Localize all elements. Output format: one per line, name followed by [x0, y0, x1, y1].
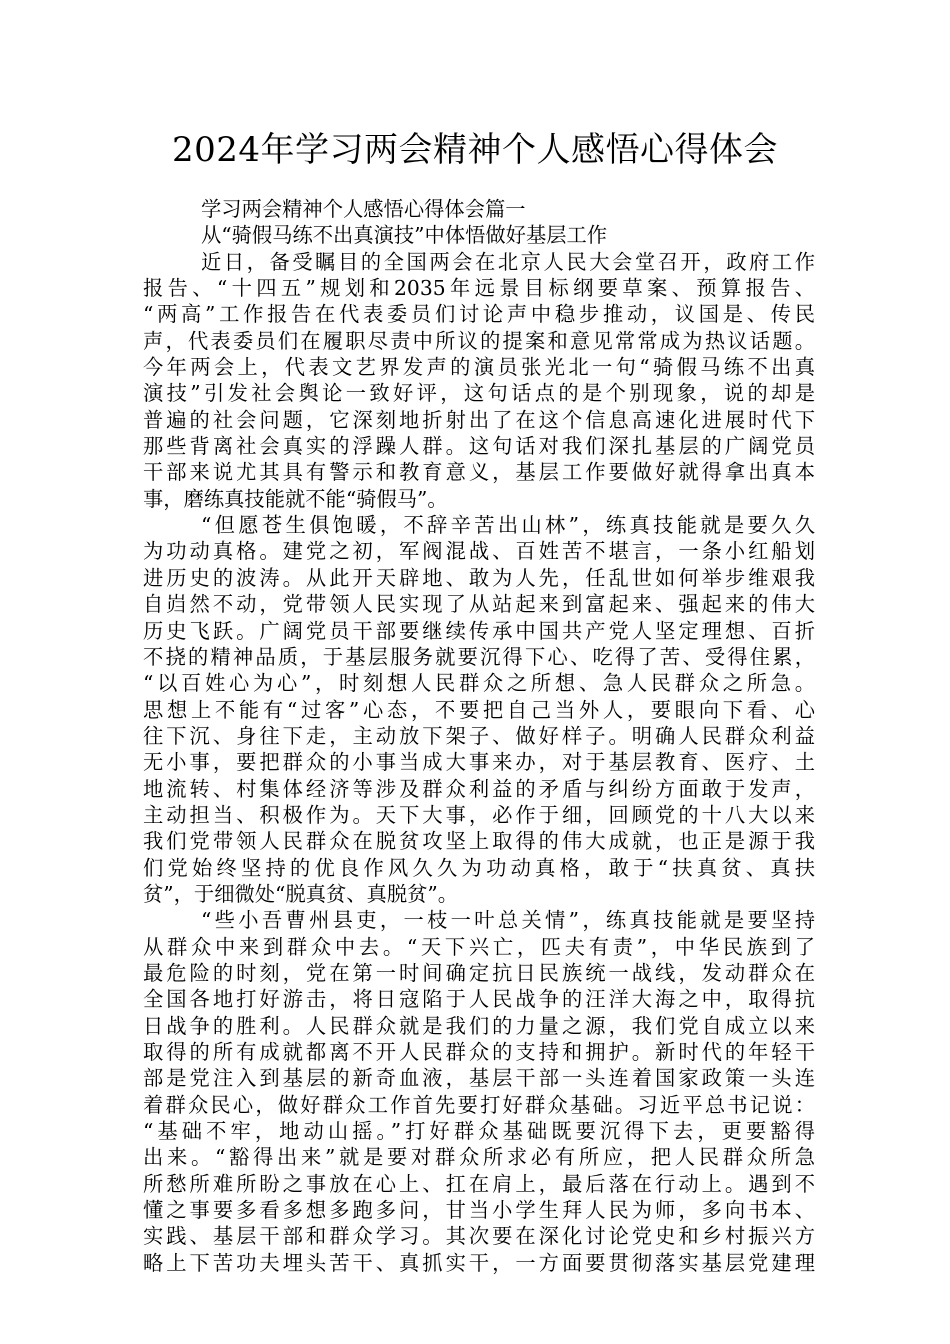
text-line: 所愁所难所盼之事放在心上、扛在肩上，最后落在行动上。遇到不	[143, 1171, 815, 1196]
document-body	[143, 196, 815, 1276]
text-line: 近日，备受瞩目的全国两会在北京人民大会堂召开，政府工作	[201, 249, 815, 274]
text-line: 演技”引发社会舆论一致好评，这句话点的是个别现象，说的却是	[143, 381, 815, 406]
text-line: 略上下苦功夫埋头苦干、真抓实干，一方面要贯彻落实基层党建理	[143, 1250, 815, 1275]
text-line: 从群众中来到群众中去。“天下兴亡，匹夫有责”，中华民族到了	[143, 934, 815, 959]
text-line: 声，代表委员们在履职尽责中所议的提案和意见常常成为热议话题。	[143, 328, 815, 353]
text-line: “两高”工作报告在代表委员们讨论声中稳步推动，议国是、传民	[143, 302, 815, 327]
text-line: 着群众民心，做好群众工作首先要打好群众基础。习近平总书记说：	[143, 1092, 815, 1117]
text-line: 地流转、村集体经济等涉及群众利益的矛盾与纠纷方面敢于发声，	[143, 776, 815, 801]
text-line: 进历史的波涛。从此开天辟地、敢为人先，任乱世如何举步维艰我	[143, 565, 815, 590]
text-line: 贫”，于细微处“脱真贫、真脱贫”。	[143, 881, 459, 906]
text-line: 不挠的精神品质，于基层服务就要沉得下心、吃得了苦、受得住累，	[143, 644, 815, 669]
text-line: “但愿苍生俱饱暖，不辞辛苦出山林”，练真技能就是要久久	[201, 513, 815, 538]
text-line: 自岿然不动，党带领人民实现了从站起来到富起来、强起来的伟大	[143, 592, 815, 617]
text-line: 事，磨练真技能就不能“骑假马”。	[143, 486, 448, 511]
text-line: 普遍的社会问题，它深刻地折射出了在这个信息高速化进展时代下	[143, 407, 815, 432]
text-line: “些小吾曹州县吏，一枝一叶总关情”，练真技能就是要坚持	[201, 908, 815, 933]
text-line: 思想上不能有“过客”心态，不要把自己当外人，要眼向下看、心	[143, 697, 815, 722]
text-line: 最危险的时刻，党在第一时间确定抗日民族统一战线，发动群众在	[143, 960, 815, 985]
text-line: 从“骑假马练不出真演技”中体悟做好基层工作	[201, 223, 608, 248]
text-line: 学习两会精神个人感悟心得体会篇一	[201, 197, 526, 221]
text-line: 们党始终坚持的优良作风久久为功动真格，敢于“扶真贫、真扶	[143, 855, 815, 880]
text-line: 日战争的胜利。人民群众就是我们的力量之源，我们党自成立以来	[143, 1013, 815, 1038]
text-line: 那些背离社会真实的浮躁人群。这句话对我们深扎基层的广阔党员	[143, 434, 815, 459]
document-title: 2024年学习两会精神个人感悟心得体会	[171, 130, 779, 170]
text-line: 无小事，要把群众的小事当成大事来办，对于基层教育、医疗、土	[143, 750, 815, 775]
text-line: “以百姓心为心”，时刻想人民群众之所想、急人民群众之所急。	[143, 671, 815, 696]
text-line: 部是党注入到基层的新奇血液，基层干部一头连着国家政策一头连	[143, 1066, 815, 1091]
text-line: 历史飞跃。广阔党员干部要继续传承中国共产党人坚定理想、百折	[143, 618, 815, 643]
text-line: 出来。“豁得出来”就是要对群众所求必有所应，把人民群众所急	[143, 1145, 815, 1170]
text-line: 实践、基层干部和群众学习。其次要在深化讨论党史和乡村振兴方	[143, 1224, 815, 1249]
text-line: 我们党带领人民群众在脱贫攻坚上取得的伟大成就，也正是源于我	[143, 829, 815, 854]
text-line: 报告、“十四五”规划和2035年远景目标纲要草案、预算报告、	[143, 276, 815, 301]
text-line: 干部来说尤其具有警示和教育意义，基层工作要做好就得拿出真本	[143, 460, 815, 485]
text-line: 全国各地打好游击，将日寇陷于人民战争的汪洋大海之中，取得抗	[143, 987, 815, 1012]
text-line: 懂之事要多看多想多跑多问，甘当小学生拜人民为师，多向书本、	[143, 1198, 815, 1223]
text-line: 为功动真格。建党之初，军阀混战、百姓苦不堪言，一条小红船划	[143, 539, 815, 564]
text-line: “基础不牢，地动山摇。”打好群众基础既要沉得下去，更要豁得	[143, 1119, 815, 1144]
text-line: 往下沉、身往下走，主动放下架子、做好样子。明确人民群众利益	[143, 723, 815, 748]
text-line: 取得的所有成就都离不开人民群众的支持和拥护。新时代的年轻干	[143, 1040, 815, 1064]
text-line: 主动担当、积极作为。天下大事，必作于细，回顾党的十八大以来	[143, 802, 815, 827]
text-line: 今年两会上，代表文艺界发声的演员张光北一句“骑假马练不出真	[143, 355, 815, 380]
